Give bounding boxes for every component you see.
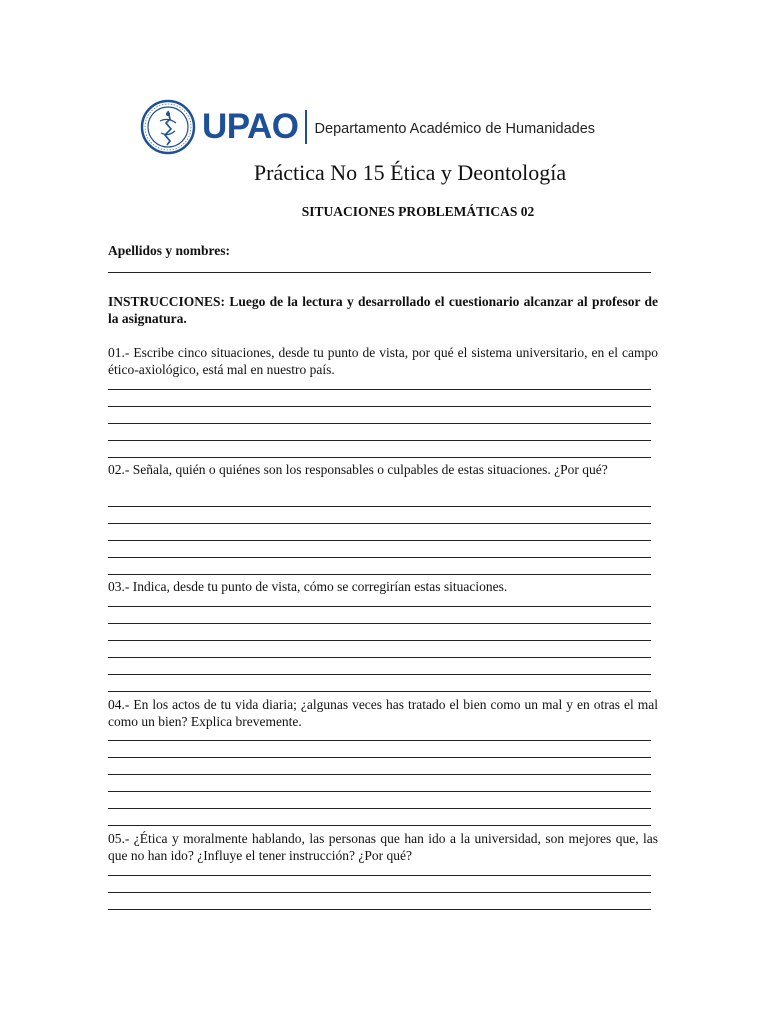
- question-2: 02.- Señala, quién o quiénes son los responsables o culpables de estas situaciones. ¿Por qué?: [108, 462, 608, 477]
- answer-line[interactable]: [108, 389, 651, 390]
- answer-line[interactable]: [108, 440, 651, 441]
- answer-line[interactable]: [108, 892, 651, 893]
- answer-line[interactable]: [108, 523, 651, 524]
- answer-line[interactable]: [108, 657, 651, 658]
- answer-line[interactable]: [108, 674, 651, 675]
- answer-line[interactable]: [108, 540, 651, 541]
- answer-line[interactable]: [108, 506, 651, 507]
- name-label: Apellidos y nombres:: [108, 243, 231, 258]
- department-name: Departamento Académico de Humanidades: [314, 121, 596, 137]
- page-title: Práctica No 15 Ética y Deontología: [253, 160, 567, 185]
- answer-line[interactable]: [108, 623, 651, 624]
- question-1: 01.- Escribe cinco situaciones, desde tu punto de vista, por qué el sistema universitario, en el campo ético-axiológico, está mal en nuestro país.: [108, 345, 658, 377]
- header-logo: [140, 98, 595, 156]
- logo-divider: [305, 110, 307, 144]
- instructions: INSTRUCCIONES: Luego de la lectura y desarrollado el cuestionario alcanzar al profesor de la asignatura.: [108, 294, 658, 326]
- answer-line[interactable]: [108, 875, 651, 876]
- question-4: 04.- En los actos de tu vida diaria; ¿algunas veces has tratado el bien como un mal y en otras el mal como un bien? Explica brevemente.: [108, 697, 658, 729]
- university-seal-icon: [140, 99, 196, 155]
- answer-line[interactable]: [108, 557, 651, 558]
- answer-line[interactable]: [108, 406, 651, 407]
- answer-line[interactable]: [108, 606, 651, 607]
- question-3: 03.- Indica, desde tu punto de vista, cómo se corregirían estas situaciones.: [108, 579, 508, 594]
- answer-line[interactable]: [108, 774, 651, 775]
- answer-line[interactable]: [108, 825, 651, 826]
- answer-line[interactable]: [108, 909, 651, 910]
- answer-line[interactable]: [108, 640, 651, 641]
- answer-line[interactable]: [108, 757, 651, 758]
- answer-line[interactable]: [108, 272, 651, 273]
- answer-line[interactable]: [108, 574, 651, 575]
- answer-line[interactable]: [108, 808, 651, 809]
- answer-line[interactable]: [108, 457, 651, 458]
- answer-line[interactable]: [108, 740, 651, 741]
- page-subtitle: SITUACIONES PROBLEMÁTICAS 02: [301, 204, 535, 219]
- answer-line[interactable]: [108, 423, 651, 424]
- brand-logo-text: UPAO: [202, 107, 299, 146]
- answer-line[interactable]: [108, 691, 651, 692]
- answer-line[interactable]: [108, 791, 651, 792]
- question-5: 05.- ¿Ética y moralmente hablando, las personas que han ido a la universidad, son mejores que, las que no han ido? ¿Influye el tener instrucción? ¿Por qué?: [108, 831, 658, 863]
